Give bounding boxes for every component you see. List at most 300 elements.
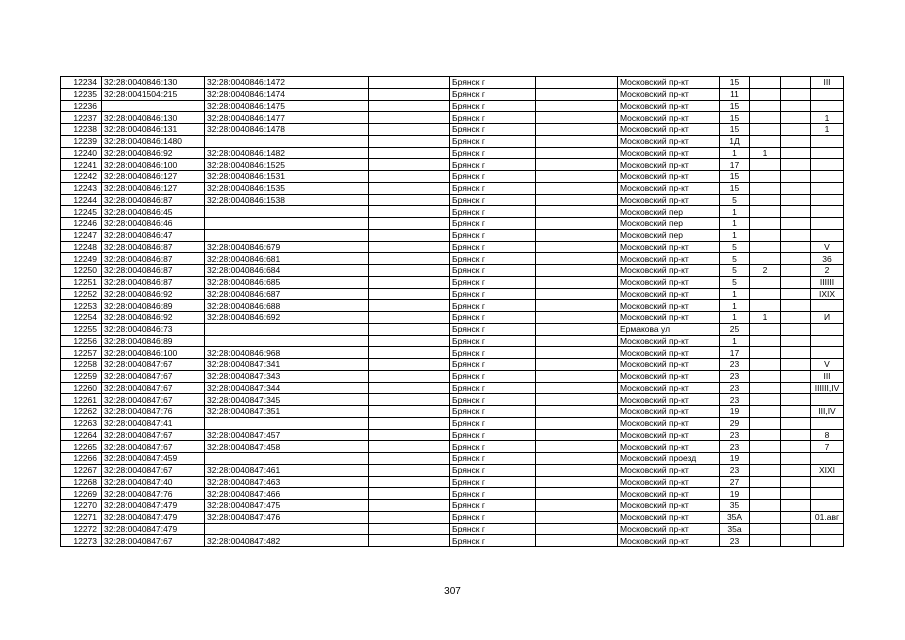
- street-cell: Московский пр-кт: [618, 359, 720, 371]
- premise-cell: 1: [811, 112, 844, 124]
- building-cell: [750, 335, 781, 347]
- blank-cell: [536, 394, 618, 406]
- blank-cell: [536, 382, 618, 394]
- record-id-cell: 12264: [61, 429, 102, 441]
- blank-cell: [536, 147, 618, 159]
- data-table: [60, 76, 844, 547]
- record-id-cell: 12259: [61, 370, 102, 382]
- blank-cell: [781, 300, 811, 312]
- blank-cell: [781, 276, 811, 288]
- blank-cell: [536, 265, 618, 277]
- building-cell: 1: [750, 147, 781, 159]
- cadastral-number-cell: 32:28:0040846:130: [102, 77, 205, 89]
- cadastral-number-cell: 32:28:0040847:459: [102, 453, 205, 465]
- city-cell: Брянск г: [450, 253, 536, 265]
- blank-cell: [536, 171, 618, 183]
- blank-cell: [781, 182, 811, 194]
- city-cell: Брянск г: [450, 347, 536, 359]
- blank-cell: [536, 347, 618, 359]
- building-cell: [750, 88, 781, 100]
- cadastral-number-cell: 32:28:0040847:67: [102, 429, 205, 441]
- cadastral-number-cell: 32:28:0040847:76: [102, 406, 205, 418]
- table-row: [61, 147, 844, 159]
- building-cell: [750, 347, 781, 359]
- blank-cell: [781, 312, 811, 324]
- table-row: [61, 312, 844, 324]
- record-id-cell: 12239: [61, 135, 102, 147]
- cadastral-number-cell: 32:28:0040846:89: [102, 300, 205, 312]
- blank-cell: [369, 276, 450, 288]
- house-number-cell: 17: [720, 159, 750, 171]
- street-cell: Московский пр-кт: [618, 523, 720, 535]
- city-cell: Брянск г: [450, 124, 536, 136]
- street-cell: Московский пр-кт: [618, 300, 720, 312]
- blank-cell: [369, 241, 450, 253]
- blank-cell: [536, 417, 618, 429]
- blank-cell: [369, 100, 450, 112]
- building-cell: [750, 323, 781, 335]
- premise-cell: 01.авг: [811, 511, 844, 523]
- cadastral-number-cell: 32:28:0040846:131: [102, 124, 205, 136]
- blank-cell: [369, 523, 450, 535]
- house-number-cell: 15: [720, 100, 750, 112]
- record-id-cell: 12237: [61, 112, 102, 124]
- city-cell: Брянск г: [450, 112, 536, 124]
- city-cell: Брянск г: [450, 500, 536, 512]
- object-cadastral-number-cell: 32:28:0040846:687: [205, 288, 369, 300]
- cadastral-number-cell: 32:28:0040846:47: [102, 229, 205, 241]
- blank-cell: [536, 464, 618, 476]
- cadastral-number-cell: 32:28:0040846:130: [102, 112, 205, 124]
- blank-cell: [369, 453, 450, 465]
- object-cadastral-number-cell: 32:28:0040847:341: [205, 359, 369, 371]
- building-cell: [750, 429, 781, 441]
- house-number-cell: 11: [720, 88, 750, 100]
- blank-cell: [369, 182, 450, 194]
- building-cell: [750, 124, 781, 136]
- blank-cell: [536, 112, 618, 124]
- premise-cell: [811, 88, 844, 100]
- cadastral-number-cell: 32:28:0040847:479: [102, 511, 205, 523]
- building-cell: [750, 441, 781, 453]
- record-id-cell: 12263: [61, 417, 102, 429]
- premise-cell: [811, 135, 844, 147]
- table-row: [61, 335, 844, 347]
- blank-cell: [369, 124, 450, 136]
- blank-cell: [536, 500, 618, 512]
- blank-cell: [536, 206, 618, 218]
- street-cell: Московский пр-кт: [618, 312, 720, 324]
- blank-cell: [781, 323, 811, 335]
- house-number-cell: 19: [720, 406, 750, 418]
- blank-cell: [369, 147, 450, 159]
- blank-cell: [781, 523, 811, 535]
- record-id-cell: 12248: [61, 241, 102, 253]
- record-id-cell: 12240: [61, 147, 102, 159]
- blank-cell: [369, 229, 450, 241]
- building-cell: [750, 229, 781, 241]
- record-id-cell: 12272: [61, 523, 102, 535]
- premise-cell: [811, 335, 844, 347]
- premise-cell: [811, 100, 844, 112]
- blank-cell: [536, 511, 618, 523]
- blank-cell: [781, 335, 811, 347]
- blank-cell: [536, 218, 618, 230]
- blank-cell: [536, 241, 618, 253]
- premise-cell: [811, 229, 844, 241]
- object-cadastral-number-cell: 32:28:0040846:1525: [205, 159, 369, 171]
- building-cell: [750, 511, 781, 523]
- record-id-cell: 12262: [61, 406, 102, 418]
- table-row: [61, 77, 844, 89]
- object-cadastral-number-cell: 32:28:0040847:482: [205, 535, 369, 547]
- premise-cell: [811, 182, 844, 194]
- street-cell: Московский пр-кт: [618, 488, 720, 500]
- city-cell: Брянск г: [450, 288, 536, 300]
- record-id-cell: 12243: [61, 182, 102, 194]
- premise-cell: IXIX: [811, 288, 844, 300]
- premise-cell: [811, 147, 844, 159]
- blank-cell: [369, 382, 450, 394]
- table-row: [61, 206, 844, 218]
- blank-cell: [781, 476, 811, 488]
- table-row: [61, 171, 844, 183]
- city-cell: Брянск г: [450, 182, 536, 194]
- cadastral-number-cell: 32:28:0040846:127: [102, 182, 205, 194]
- object-cadastral-number-cell: 32:28:0040846:679: [205, 241, 369, 253]
- building-cell: [750, 253, 781, 265]
- record-id-cell: 12244: [61, 194, 102, 206]
- blank-cell: [781, 171, 811, 183]
- street-cell: Московский пр-кт: [618, 535, 720, 547]
- premise-cell: [811, 323, 844, 335]
- table-row: [61, 323, 844, 335]
- record-id-cell: 12246: [61, 218, 102, 230]
- blank-cell: [781, 394, 811, 406]
- blank-cell: [781, 112, 811, 124]
- premise-cell: XIXI: [811, 464, 844, 476]
- blank-cell: [536, 429, 618, 441]
- street-cell: Ермакова ул: [618, 323, 720, 335]
- cadastral-number-cell: 32:28:0040847:67: [102, 370, 205, 382]
- premise-cell: [811, 218, 844, 230]
- blank-cell: [536, 476, 618, 488]
- blank-cell: [781, 288, 811, 300]
- house-number-cell: 1: [720, 218, 750, 230]
- building-cell: [750, 394, 781, 406]
- building-cell: [750, 159, 781, 171]
- city-cell: Брянск г: [450, 429, 536, 441]
- cadastral-number-cell: 32:28:0040846:45: [102, 206, 205, 218]
- table-row: [61, 500, 844, 512]
- street-cell: Московский пр-кт: [618, 112, 720, 124]
- building-cell: [750, 135, 781, 147]
- premise-cell: И: [811, 312, 844, 324]
- blank-cell: [369, 441, 450, 453]
- premise-cell: V: [811, 359, 844, 371]
- record-id-cell: 12265: [61, 441, 102, 453]
- city-cell: Брянск г: [450, 406, 536, 418]
- house-number-cell: 5: [720, 276, 750, 288]
- blank-cell: [369, 112, 450, 124]
- cadastral-number-cell: 32:28:0040846:46: [102, 218, 205, 230]
- cadastral-number-cell: 32:28:0040847:67: [102, 441, 205, 453]
- house-number-cell: 23: [720, 429, 750, 441]
- object-cadastral-number-cell: 32:28:0040846:1474: [205, 88, 369, 100]
- blank-cell: [536, 182, 618, 194]
- premise-cell: [811, 300, 844, 312]
- house-number-cell: 19: [720, 488, 750, 500]
- building-cell: [750, 382, 781, 394]
- building-cell: [750, 464, 781, 476]
- city-cell: Брянск г: [450, 464, 536, 476]
- blank-cell: [781, 77, 811, 89]
- record-id-cell: 12253: [61, 300, 102, 312]
- premise-cell: [811, 476, 844, 488]
- cadastral-number-cell: 32:28:0040847:479: [102, 523, 205, 535]
- record-id-cell: 12261: [61, 394, 102, 406]
- object-cadastral-number-cell: 32:28:0040846:1531: [205, 171, 369, 183]
- cadastral-number-cell: 32:28:0040847:76: [102, 488, 205, 500]
- house-number-cell: 15: [720, 124, 750, 136]
- record-id-cell: 12245: [61, 206, 102, 218]
- house-number-cell: 23: [720, 382, 750, 394]
- city-cell: Брянск г: [450, 206, 536, 218]
- street-cell: Московский пр-кт: [618, 335, 720, 347]
- record-id-cell: 12241: [61, 159, 102, 171]
- street-cell: Московский пр-кт: [618, 100, 720, 112]
- city-cell: Брянск г: [450, 241, 536, 253]
- blank-cell: [536, 100, 618, 112]
- record-id-cell: 12242: [61, 171, 102, 183]
- street-cell: Московский пр-кт: [618, 276, 720, 288]
- table-row: [61, 276, 844, 288]
- cadastral-number-cell: 32:28:0040846:87: [102, 241, 205, 253]
- blank-cell: [781, 382, 811, 394]
- blank-cell: [781, 194, 811, 206]
- house-number-cell: 5: [720, 241, 750, 253]
- city-cell: Брянск г: [450, 265, 536, 277]
- premise-cell: 36: [811, 253, 844, 265]
- premise-cell: [811, 347, 844, 359]
- blank-cell: [781, 159, 811, 171]
- street-cell: Московский пр-кт: [618, 159, 720, 171]
- blank-cell: [781, 241, 811, 253]
- blank-cell: [369, 488, 450, 500]
- blank-cell: [369, 323, 450, 335]
- building-cell: [750, 359, 781, 371]
- table-row: [61, 124, 844, 136]
- city-cell: Брянск г: [450, 511, 536, 523]
- city-cell: Брянск г: [450, 441, 536, 453]
- city-cell: Брянск г: [450, 194, 536, 206]
- table-row: [61, 159, 844, 171]
- premise-cell: III,IV: [811, 406, 844, 418]
- house-number-cell: 15: [720, 182, 750, 194]
- city-cell: Брянск г: [450, 323, 536, 335]
- city-cell: Брянск г: [450, 488, 536, 500]
- blank-cell: [781, 441, 811, 453]
- table-row: [61, 288, 844, 300]
- house-number-cell: 1Д: [720, 135, 750, 147]
- table-row: [61, 406, 844, 418]
- street-cell: Московский пр-кт: [618, 124, 720, 136]
- premise-cell: [811, 500, 844, 512]
- premise-cell: [811, 171, 844, 183]
- blank-cell: [536, 406, 618, 418]
- blank-cell: [369, 265, 450, 277]
- record-id-cell: 12270: [61, 500, 102, 512]
- house-number-cell: 5: [720, 194, 750, 206]
- record-id-cell: 12249: [61, 253, 102, 265]
- object-cadastral-number-cell: 32:28:0040847:351: [205, 406, 369, 418]
- house-number-cell: 35: [720, 500, 750, 512]
- blank-cell: [369, 206, 450, 218]
- premise-cell: IIIIII: [811, 276, 844, 288]
- record-id-cell: 12273: [61, 535, 102, 547]
- table-row: [61, 300, 844, 312]
- object-cadastral-number-cell: 32:28:0040847:476: [205, 511, 369, 523]
- blank-cell: [536, 229, 618, 241]
- cadastral-number-cell: 32:28:0040846:87: [102, 194, 205, 206]
- building-cell: 1: [750, 312, 781, 324]
- table-row: [61, 100, 844, 112]
- page-number: 307: [444, 586, 461, 597]
- city-cell: Брянск г: [450, 300, 536, 312]
- cadastral-number-cell: 32:28:0040846:100: [102, 347, 205, 359]
- city-cell: Брянск г: [450, 171, 536, 183]
- blank-cell: [536, 77, 618, 89]
- blank-cell: [536, 335, 618, 347]
- house-number-cell: 23: [720, 441, 750, 453]
- house-number-cell: 29: [720, 417, 750, 429]
- table-row: [61, 453, 844, 465]
- record-id-cell: 12267: [61, 464, 102, 476]
- record-id-cell: 12271: [61, 511, 102, 523]
- cadastral-number-cell: 32:28:0040846:127: [102, 171, 205, 183]
- cadastral-number-cell: 32:28:0040847:67: [102, 535, 205, 547]
- blank-cell: [536, 288, 618, 300]
- premise-cell: IIIIII,IV: [811, 382, 844, 394]
- building-cell: [750, 276, 781, 288]
- blank-cell: [781, 359, 811, 371]
- street-cell: Московский пр-кт: [618, 417, 720, 429]
- street-cell: Московский пр-кт: [618, 370, 720, 382]
- premise-cell: [811, 535, 844, 547]
- premise-cell: 2: [811, 265, 844, 277]
- object-cadastral-number-cell: 32:28:0040847:475: [205, 500, 369, 512]
- building-cell: [750, 500, 781, 512]
- record-id-cell: 12235: [61, 88, 102, 100]
- record-id-cell: 12268: [61, 476, 102, 488]
- street-cell: Московский пр-кт: [618, 500, 720, 512]
- blank-cell: [781, 253, 811, 265]
- city-cell: Брянск г: [450, 359, 536, 371]
- building-cell: [750, 77, 781, 89]
- house-number-cell: 1: [720, 147, 750, 159]
- street-cell: Московский пр-кт: [618, 253, 720, 265]
- premise-cell: 1: [811, 124, 844, 136]
- blank-cell: [369, 347, 450, 359]
- object-cadastral-number-cell: 32:28:0040847:463: [205, 476, 369, 488]
- blank-cell: [369, 406, 450, 418]
- object-cadastral-number-cell: [205, 417, 369, 429]
- object-cadastral-number-cell: 32:28:0040846:1538: [205, 194, 369, 206]
- blank-cell: [369, 300, 450, 312]
- table-row: [61, 382, 844, 394]
- street-cell: Московский пр-кт: [618, 394, 720, 406]
- object-cadastral-number-cell: 32:28:0040846:688: [205, 300, 369, 312]
- building-cell: [750, 206, 781, 218]
- blank-cell: [781, 347, 811, 359]
- blank-cell: [781, 370, 811, 382]
- table-row: [61, 464, 844, 476]
- street-cell: Московский пр-кт: [618, 441, 720, 453]
- house-number-cell: 1: [720, 300, 750, 312]
- blank-cell: [369, 359, 450, 371]
- object-cadastral-number-cell: 32:28:0040846:1535: [205, 182, 369, 194]
- object-cadastral-number-cell: 32:28:0040847:344: [205, 382, 369, 394]
- object-cadastral-number-cell: [205, 229, 369, 241]
- blank-cell: [536, 253, 618, 265]
- blank-cell: [781, 535, 811, 547]
- street-cell: Московский пер: [618, 206, 720, 218]
- building-cell: 2: [750, 265, 781, 277]
- building-cell: [750, 476, 781, 488]
- table-row: [61, 112, 844, 124]
- building-cell: [750, 218, 781, 230]
- cadastral-number-cell: 32:28:0040846:92: [102, 288, 205, 300]
- blank-cell: [369, 500, 450, 512]
- premise-cell: [811, 206, 844, 218]
- house-number-cell: 1: [720, 229, 750, 241]
- table-row: [61, 265, 844, 277]
- building-cell: [750, 300, 781, 312]
- building-cell: [750, 112, 781, 124]
- cadastral-number-cell: 32:28:0040846:100: [102, 159, 205, 171]
- blank-cell: [781, 406, 811, 418]
- blank-cell: [536, 88, 618, 100]
- blank-cell: [781, 135, 811, 147]
- table-row: [61, 394, 844, 406]
- table-row: [61, 88, 844, 100]
- blank-cell: [781, 511, 811, 523]
- city-cell: Брянск г: [450, 135, 536, 147]
- cadastral-number-cell: 32:28:0040847:67: [102, 464, 205, 476]
- blank-cell: [536, 276, 618, 288]
- table-row: [61, 241, 844, 253]
- city-cell: Брянск г: [450, 77, 536, 89]
- table-row: [61, 253, 844, 265]
- blank-cell: [369, 335, 450, 347]
- object-cadastral-number-cell: [205, 206, 369, 218]
- house-number-cell: 23: [720, 370, 750, 382]
- city-cell: Брянск г: [450, 382, 536, 394]
- table-row: [61, 417, 844, 429]
- record-id-cell: 12238: [61, 124, 102, 136]
- object-cadastral-number-cell: 32:28:0040846:1477: [205, 112, 369, 124]
- blank-cell: [369, 464, 450, 476]
- blank-cell: [369, 135, 450, 147]
- record-id-cell: 12269: [61, 488, 102, 500]
- object-cadastral-number-cell: 32:28:0040847:466: [205, 488, 369, 500]
- object-cadastral-number-cell: 32:28:0040847:345: [205, 394, 369, 406]
- city-cell: Брянск г: [450, 335, 536, 347]
- premise-cell: III: [811, 370, 844, 382]
- record-id-cell: 12250: [61, 265, 102, 277]
- city-cell: Брянск г: [450, 476, 536, 488]
- record-id-cell: 12256: [61, 335, 102, 347]
